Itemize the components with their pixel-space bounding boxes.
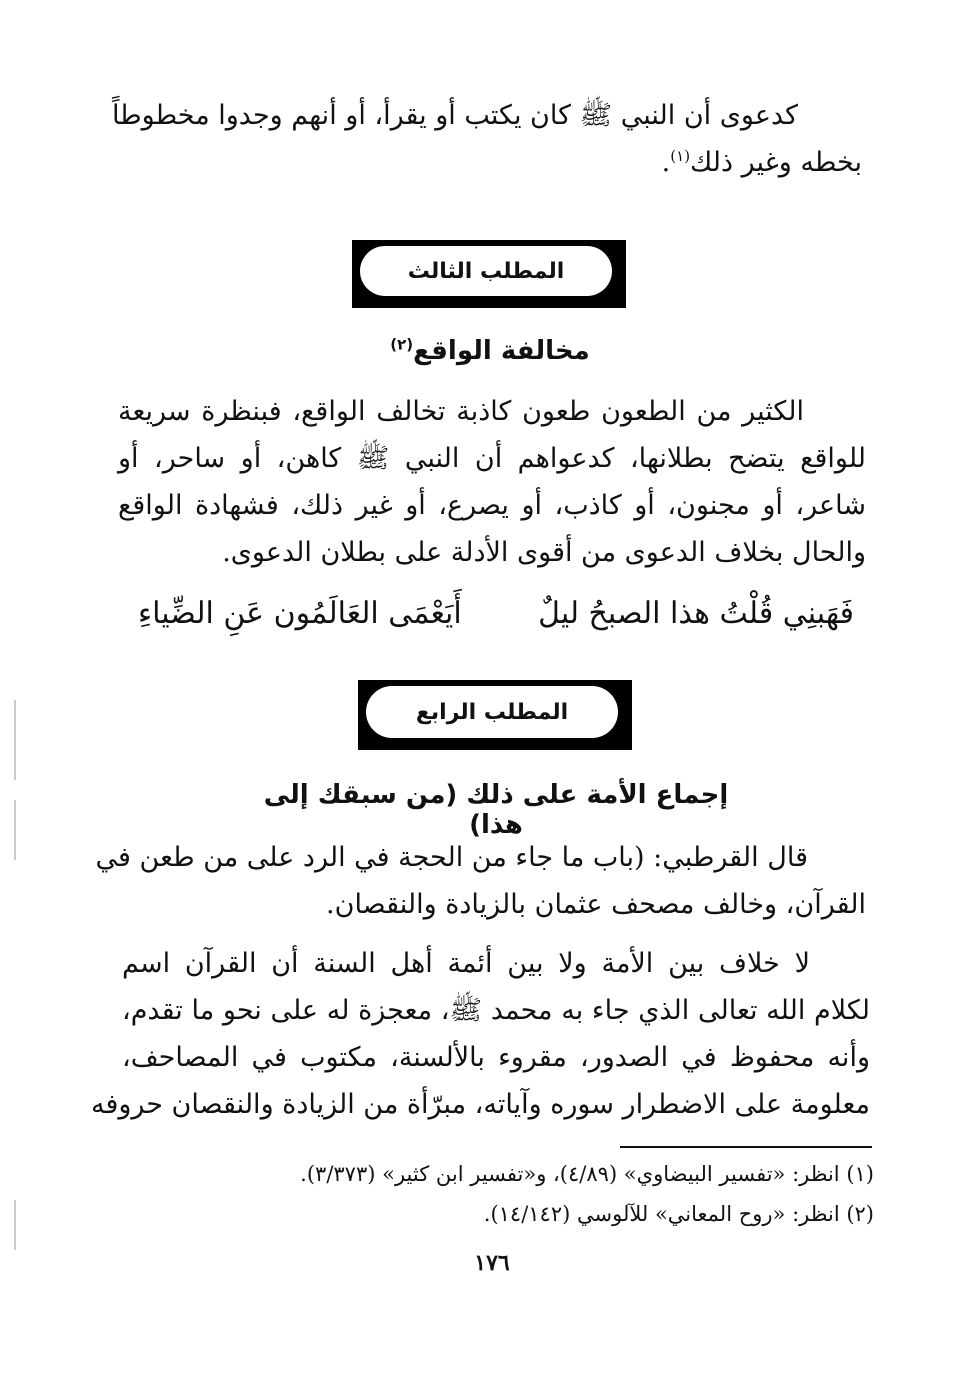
- section3-paragraph: [118, 388, 866, 576]
- text-line: كدعوى أن النبي ﷺ كان يكتب أو يقرأ، أو أنهم وجدوا مخطوطاً: [111, 100, 798, 131]
- intro-paragraph-end: [600, 139, 862, 186]
- section-title-4: إجماع الأمة على ذلك (من سبقك إلى هذا): [263, 780, 729, 840]
- section-box-4: [358, 680, 632, 750]
- footnote-ref: (٢): [390, 335, 414, 354]
- verse-right-hemistich: فَهَبنِي قُلْتُ هذا الصبحُ ليلٌ: [538, 596, 854, 631]
- page-number: ١٧٦: [474, 1250, 510, 1276]
- text-line: القرآن، وخالف مصحف عثمان بالزيادة والنقصان.: [326, 889, 866, 920]
- text-line: لا خلاف بين الأمة ولا بين أئمة أهل السنة أن القرآن اسم: [122, 948, 810, 979]
- footnote-ref: (١): [670, 147, 691, 165]
- scan-margin-mark: [14, 1200, 16, 1250]
- text-line: بخطه وغير ذلك: [690, 147, 862, 178]
- text-line: وأنه محفوظ في الصدور، مقروء بالألسنة، مكتوب في المصاحف،: [122, 1042, 870, 1073]
- sentence-end: .: [661, 147, 671, 178]
- section-box-3: [352, 240, 626, 308]
- text-line: الكثير من الطعون طعون كاذبة تخالف الواقع، فبنظرة سريعة: [118, 396, 804, 427]
- section-box-label: المطلب الرابع: [366, 686, 618, 738]
- scan-margin-mark: [14, 800, 16, 860]
- text-line: معلومة على الاضطرار سوره وآياته، مبرّأة من الزيادة والنقصان حروفه: [90, 1089, 870, 1120]
- section4-paragraph-2: [90, 940, 870, 1128]
- intro-paragraph: [112, 92, 798, 139]
- text-line: قال القرطبي: (باب ما جاء من الحجة في الرد على من طعن في: [95, 842, 808, 873]
- text-line: للواقع يتضح بطلانها، كدعواهم أن النبي ﷺ كاهن، أو ساحر، أو: [118, 443, 866, 474]
- section-title-3: مخالفة الواقع$^{(٢)}$: [390, 335, 590, 366]
- footnote-2: (٢) انظر: «روح المعاني» للآلوسي (١٤/١٤٢).: [483, 1202, 874, 1226]
- footnote-1: (١) انظر: «تفسير البيضاوي» (٤/٨٩)، و«تفسير ابن كثير» (٣/٣٧٣).: [300, 1162, 874, 1186]
- text-line: لكلام الله تعالى الذي جاء به محمد ﷺ، معجزة له على نحو ما تقدم،: [122, 995, 870, 1026]
- section-box-label: المطلب الثالث: [360, 246, 612, 296]
- verse-left-hemistich: أَيَعْمَى العَالَمُون عَنِ الضِّياءِ: [138, 596, 462, 631]
- text-line: شاعر، أو مجنون، أو كاذب، أو يصرع، أو غير ذلك، فشهادة الواقع: [118, 490, 866, 521]
- scan-margin-mark: [14, 700, 16, 780]
- text-line: والحال بخلاف الدعوى من أقوى الأدلة على بطلان الدعوى.: [222, 537, 866, 568]
- footnote-separator: [620, 1146, 872, 1148]
- section4-paragraph-1: [95, 834, 866, 928]
